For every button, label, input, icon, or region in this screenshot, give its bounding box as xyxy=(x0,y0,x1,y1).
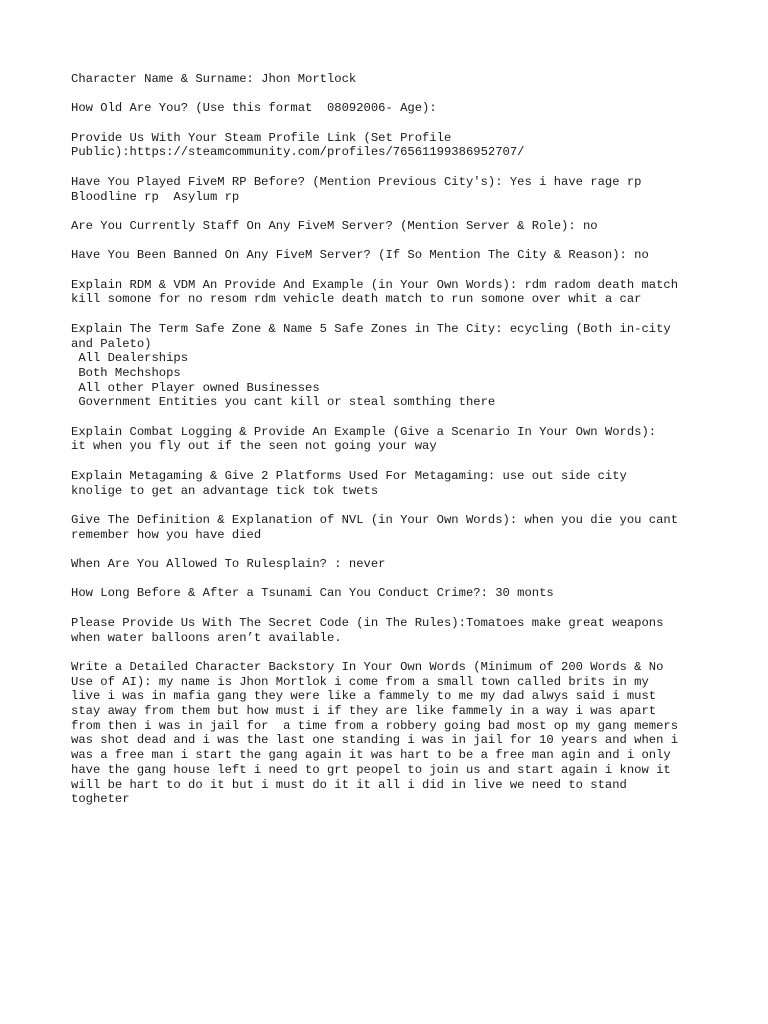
paragraph xyxy=(71,278,711,307)
text-line: All Dealerships xyxy=(71,351,189,366)
paragraph xyxy=(71,660,711,807)
text-line: it when you fly out if the seen not going your way xyxy=(71,439,437,454)
text-line: Public):https://steamcommunity.com/profiles/76561199386952707/ xyxy=(71,145,525,160)
text-line: Government Entities you cant kill or steal somthing there xyxy=(71,395,496,410)
text-line: stay away from them but how must i if they are like fammely in a way i was apart xyxy=(71,704,657,719)
text-line: Are You Currently Staff On Any FiveM Server? (Mention Server & Role): no xyxy=(71,218,598,233)
text-line: was shot dead and i was the last one standing i was in jail for 10 years and when i xyxy=(71,733,679,748)
text-line: Have You Played FiveM RP Before? (Mention Previous City's): Yes i have rage rp xyxy=(71,174,642,189)
text-line: knolige to get an advantage tick tok twets xyxy=(71,483,379,498)
text-line: All other Player owned Businesses xyxy=(71,380,320,395)
text-line: remember how you have died xyxy=(71,527,262,542)
text-line: kill somone for no resom rdm vehicle death match to run somone over whit a car xyxy=(71,292,642,307)
text-line: Explain Metagaming & Give 2 Platforms Used For Metagaming: use out side city xyxy=(71,468,627,483)
text-line: How Long Before & After a Tsunami Can You Conduct Crime?: 30 monts xyxy=(71,586,554,601)
text-line: Explain RDM & VDM An Provide And Example (in Your Own Words): rdm radom death match xyxy=(71,277,679,292)
text-line: Explain Combat Logging & Provide An Example (Give a Scenario In Your Own Words): xyxy=(71,424,657,439)
paragraph xyxy=(71,219,711,234)
text-line: live i was in mafia gang they were like a fammely to me my dad alwys said i must xyxy=(71,689,657,704)
text-line: when water balloons aren’t available. xyxy=(71,630,342,645)
text-line: How Old Are You? (Use this format 08092006- Age): xyxy=(71,101,437,116)
text-line: will be hart to do it but i must do it it all i did in live we need to stand xyxy=(71,777,627,792)
text-line: Character Name & Surname: Jhon Mortlock xyxy=(71,72,357,86)
paragraph xyxy=(71,175,711,204)
text-line: Give The Definition & Explanation of NVL (in Your Own Words): when you die you cant xyxy=(71,512,679,527)
paragraph xyxy=(71,586,711,601)
text-line: was a free man i start the gang again it was hart to be a free man agin and i only xyxy=(71,748,671,763)
paragraph xyxy=(71,101,711,116)
document-body xyxy=(71,72,711,822)
paragraph xyxy=(71,557,711,572)
text-line: Have You Been Banned On Any FiveM Server? (If So Mention The City & Reason): no xyxy=(71,248,649,263)
text-line: Bloodline rp Asylum rp xyxy=(71,189,240,204)
paragraph xyxy=(71,513,711,542)
paragraph xyxy=(71,248,711,263)
text-line: togheter xyxy=(71,792,130,807)
paragraph xyxy=(71,425,711,454)
text-line: When Are You Allowed To Rulesplain? : never xyxy=(71,557,386,572)
text-line: and Paleto) xyxy=(71,336,152,351)
text-line: Use of AI): my name is Jhon Mortlok i come from a small town called brits in my xyxy=(71,674,649,689)
text-line: Please Provide Us With The Secret Code (in The Rules):Tomatoes make great weapons xyxy=(71,615,664,630)
text-line: Write a Detailed Character Backstory In Your Own Words (Minimum of 200 Words & No xyxy=(71,659,664,674)
text-line: Explain The Term Safe Zone & Name 5 Safe Zones in The City: ecycling (Both in-city xyxy=(71,321,671,336)
paragraph xyxy=(71,72,711,87)
text-line: have the gang house left i need to grt peopel to join us and start again i know it xyxy=(71,762,671,777)
text-line: Provide Us With Your Steam Profile Link (Set Profile xyxy=(71,130,452,145)
paragraph xyxy=(71,469,711,498)
paragraph xyxy=(71,131,711,160)
paragraph xyxy=(71,616,711,645)
paragraph xyxy=(71,322,711,410)
text-line: Both Mechshops xyxy=(71,365,181,380)
text-line: from then i was in jail for a time from a robbery going bad most op my gang memers xyxy=(71,718,679,733)
